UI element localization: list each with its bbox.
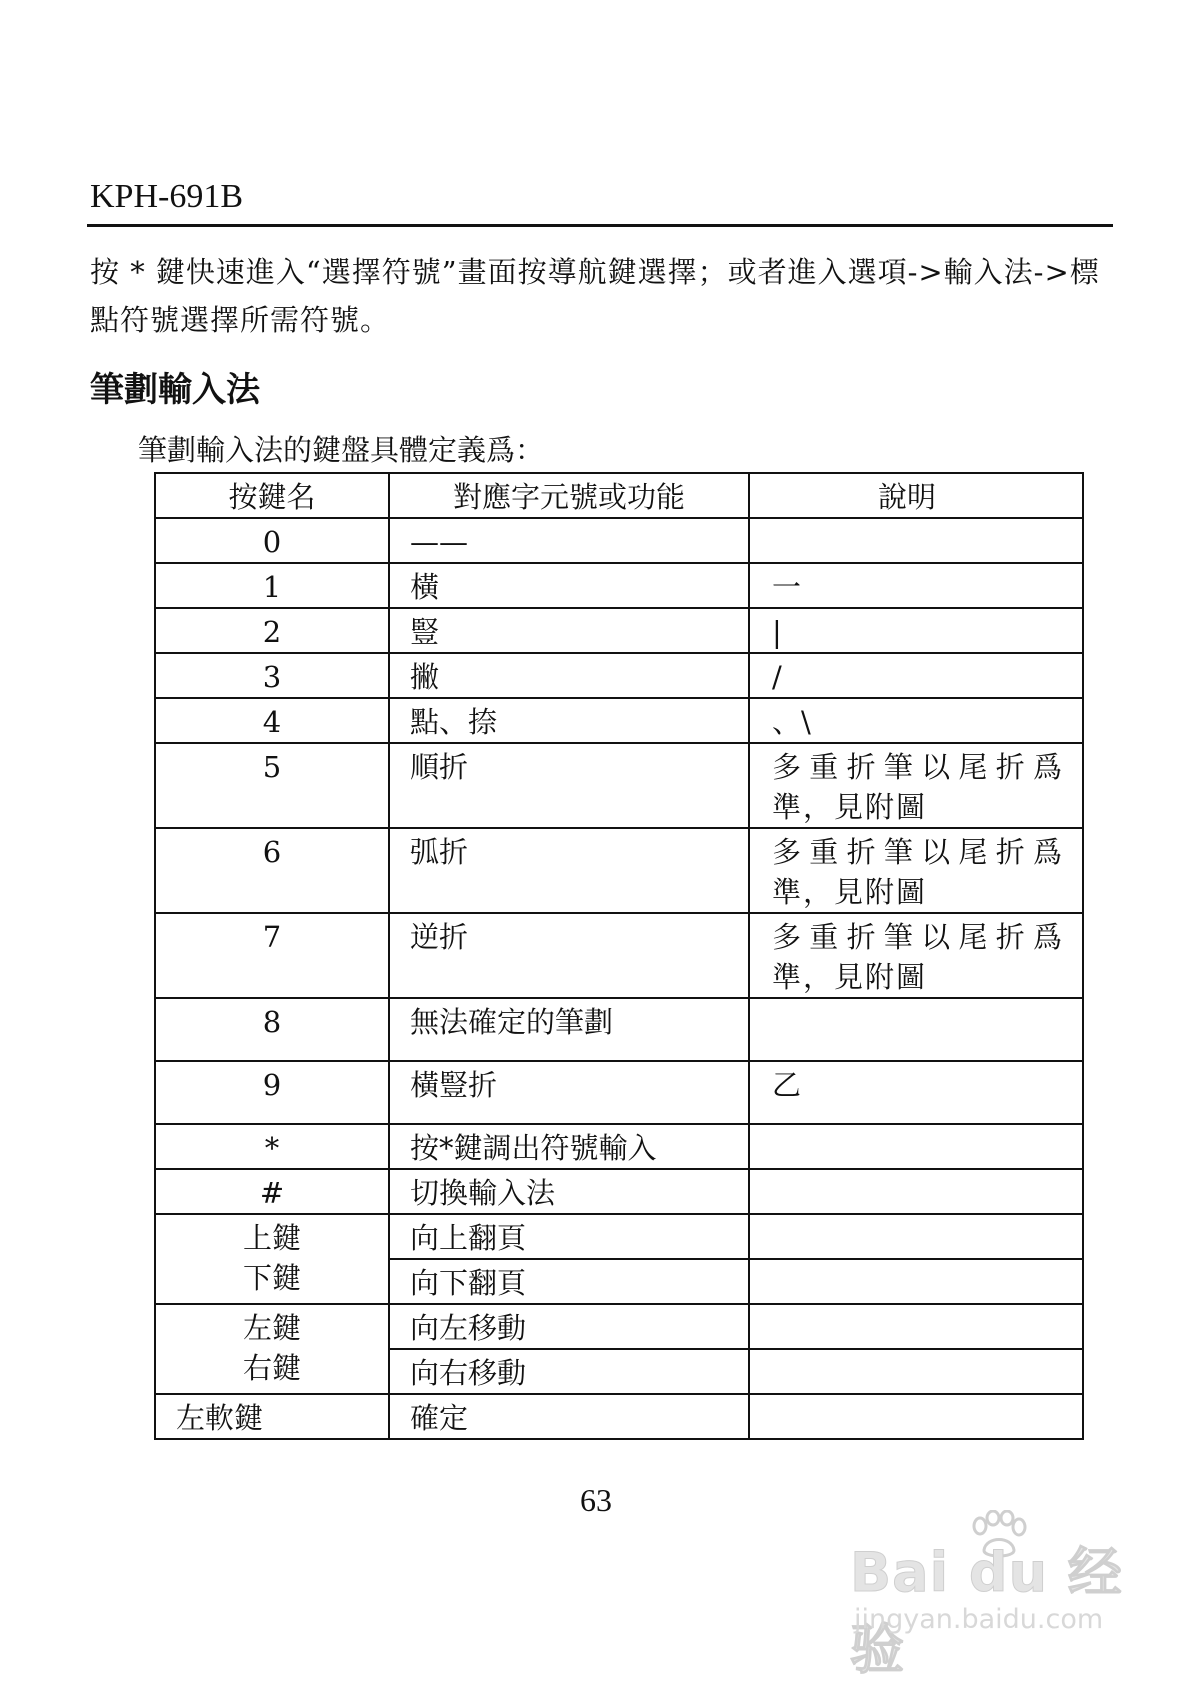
function-cell: 橫豎折 — [410, 1068, 498, 1102]
table-row — [155, 998, 1083, 1061]
header-function: 對應字元號或功能 — [389, 473, 749, 518]
key-cell: 7 — [262, 920, 282, 954]
table-row — [155, 563, 1083, 608]
key-cell: 5 — [262, 750, 282, 784]
table-row — [155, 698, 1083, 743]
page-number: 63 — [580, 1482, 612, 1518]
function-cell: 點、捺 — [410, 705, 498, 739]
table-row — [155, 1124, 1083, 1169]
key-cell: 6 — [262, 835, 282, 869]
table-header-row — [155, 473, 1083, 518]
description-cell — [749, 1259, 1083, 1304]
table-row — [155, 653, 1083, 698]
key-cell: 左軟鍵 — [176, 1401, 264, 1435]
key-cell-updown — [155, 1214, 389, 1304]
function-cell: 無法確定的筆劃 — [410, 1005, 614, 1039]
description-cell: 一 — [772, 570, 802, 604]
function-cell: 順折 — [410, 750, 469, 784]
function-cell: 撇 — [410, 660, 440, 694]
function-cell: 切換輸入法 — [410, 1176, 556, 1210]
table-caption: 筆劃輸入法的鍵盤具體定義爲： — [138, 433, 545, 467]
header-rule — [87, 224, 1113, 227]
watermark-brand: Bai du 经验 — [850, 1541, 1123, 1681]
function-cell: 確定 — [410, 1401, 469, 1435]
function-cell: 向下翻頁 — [410, 1266, 527, 1300]
description-cell — [749, 1304, 1083, 1349]
description-cell: 乙 — [772, 1068, 802, 1102]
description-cell — [772, 1170, 1064, 1173]
description-cell — [772, 999, 1064, 1002]
description-cell: 、\ — [772, 705, 811, 739]
header-description: 說明 — [749, 473, 1083, 518]
description-cell: 多重折筆以尾折爲準，見附圖 — [772, 750, 1064, 824]
table-row — [155, 913, 1083, 998]
function-cell: 豎 — [410, 615, 440, 649]
key-right-label: 右鍵 — [242, 1351, 301, 1385]
table-row — [155, 1169, 1083, 1214]
key-left-label: 左鍵 — [242, 1311, 301, 1345]
key-definition-table — [154, 472, 1084, 1440]
table-row-nav-updown — [155, 1214, 1083, 1259]
watermark-url: jingyan.baidu.com — [854, 1604, 1104, 1635]
key-cell: 1 — [262, 570, 282, 604]
table-row — [155, 743, 1083, 828]
function-cell: —— — [410, 525, 468, 559]
description-cell — [772, 1395, 1064, 1398]
table-row — [155, 828, 1083, 913]
key-cell: 8 — [262, 1005, 282, 1039]
key-cell: 0 — [262, 525, 282, 559]
header-key-name: 按鍵名 — [155, 473, 389, 518]
key-cell: 4 — [262, 705, 282, 739]
table-row-softkey — [155, 1394, 1083, 1439]
key-cell: # — [259, 1176, 285, 1210]
function-cell: 向右移動 — [410, 1356, 527, 1390]
description-cell: / — [772, 660, 782, 694]
section-heading: 筆劃輸入法 — [90, 370, 260, 410]
key-cell: 3 — [262, 660, 282, 694]
key-cell-leftright — [155, 1304, 389, 1394]
function-cell: 向左移動 — [410, 1311, 527, 1345]
description-cell: 多重折筆以尾折爲準，見附圖 — [772, 835, 1064, 909]
function-cell: 弧折 — [410, 835, 469, 869]
function-cell: 橫 — [410, 570, 440, 604]
key-cell: 2 — [262, 615, 282, 649]
key-cell: * — [264, 1131, 280, 1165]
key-down-label: 下鍵 — [242, 1261, 301, 1295]
description-cell — [749, 1214, 1083, 1259]
model-name: KPH-691B — [90, 178, 244, 215]
function-cell: 向上翻頁 — [410, 1221, 527, 1255]
function-cell: 按*鍵調出符號輸入 — [410, 1131, 657, 1165]
table-row — [155, 518, 1083, 563]
key-cell: 9 — [262, 1068, 282, 1102]
table-row-nav-leftright — [155, 1304, 1083, 1349]
table-row — [155, 1061, 1083, 1124]
key-up-label: 上鍵 — [242, 1221, 301, 1255]
intro-paragraph: 按 * 鍵快速進入“選擇符號”畫面按導航鍵選擇；或者進入選項->輸入法->標點符號選擇所需符號。 — [90, 255, 1100, 337]
function-cell: 逆折 — [410, 920, 469, 954]
description-cell: | — [772, 615, 782, 649]
description-cell — [772, 519, 1064, 522]
description-cell: 多重折筆以尾折爲準，見附圖 — [772, 920, 1064, 994]
baidu-watermark — [850, 1518, 1130, 1681]
description-cell — [749, 1349, 1083, 1394]
description-cell — [772, 1125, 1064, 1128]
table-row — [155, 608, 1083, 653]
